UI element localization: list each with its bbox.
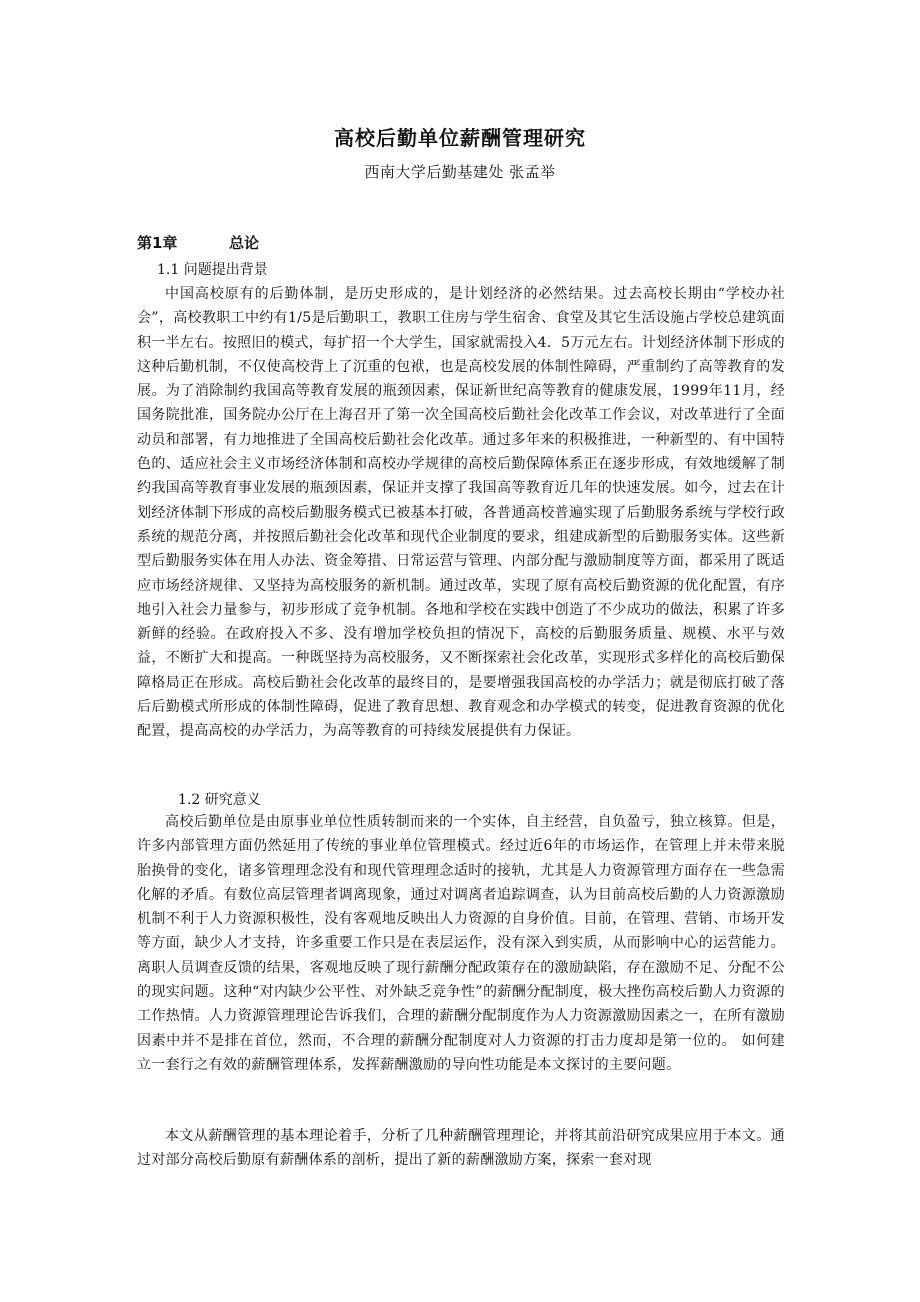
chapter-heading	[137, 232, 259, 253]
paragraph-approach: 本文从薪酬管理的基本理论着手，分析了几种薪酬管理理论，并将其前沿研究成果应用于本文。通过对部分高校后勤原有薪酬体系的剖析，提出了新的薪酬激励方案，探索一套对现	[137, 1128, 785, 1169]
section-heading-1-1: 1.1 问题提出背景	[157, 262, 268, 278]
paragraph-background: 中国高校原有的后勤体制，是历史形成的，是计划经济的必然结果。过去高校长期由“学校办社会”，高校教职工中约有1/5是后勤职工，教职工住房与学生宿舍、食堂及其它生活设施占学校总建筑面积一半左右。按照旧的模式，每扩招一个大学生，国家就需投入4．5万元左右。计划经济体制下形成的这种后勤机制，不仅使高校背上了沉重的包袱，也是高校发展的体制性障碍，严重制约了高等教育的发展。为了消除制约我国高等教育发展的瓶颈因素，保证新世纪高等教育的健康发展，1999年11月，经国务院批准，国务院办公厅在上海召开了第一次全国高校后勤社会化改革工作会议，对改革进行了全面动员和部署，有力地推进了全国高校后勤社会化改革。通过多年来的积极推进，一种新型的、有中国特色的、适应社会主义市场经济体制和高校办学规律的高校后勤保障体系正在逐步形成，有效地缓解了制约我国高等教育事业发展的瓶颈因素，保证并支撑了我国高等教育近几年的快速发展。如今，过去在计划经济体制下形成的高校后勤服务模式已被基本打破，各普通高校普遍实现了后勤服务系统与学校行政系统的规范分离，并按照后勤社会化改革和现代企业制度的要求，组建成新型的后勤服务实体。这些新型后勤服务实体在用人办法、资金筹措、日常运营与管理、内部分配与激励制度等方面，都采用了既适应市场经济规律、又坚持为高校服务的新机制。通过改革，实现了原有高校后勤资源的优化配置，有序地引入社会力量参与，初步形成了竞争机制。各地和学校在实践中创造了不少成功的做法，积累了许多新鲜的经验。在政府投入不多、没有增加学校负担的情况下，高校的后勤服务质量、规模、水平与效益，不断扩大和提高。一种既坚持为高校服务，又不断探索社会化改革，实现形式多样化的高校后勤保障格局正在形成。高校后勤社会化改革的最终目的，是要增强我国高校的办学活力；就是彻底打破了落后后勤模式所形成的体制性障碍，促进了教育思想、教育观念和办学模式的转变，促进教育资源的优化配置，提高高校的办学活力，为高等教育的可持续发展提供有力保证。	[137, 286, 785, 740]
chapter-title: 总论	[229, 234, 260, 252]
document-title: 高校后勤单位薪酬管理研究	[334, 126, 586, 150]
paragraph-significance: 高校后勤单位是由原事业单位性质转制而来的一个实体，自主经营，自负盈亏，独立核算。但是，许多内部管理方面仍然延用了传统的事业单位管理模式。经过近6年的市场运作，在管理上并未带来脱胎换骨的变化，诸多管理理念没有和现代管理理念适时的接轨，尤其是人力资源管理方面存在一些急需化解的矛盾。有数位高层管理者调离现象，通过对调离者追踪调查，认为目前高校后勤的人力资源激励机制不利于人力资源积极性，没有客观地反映出人力资源的自身价值。目前，在管理、营销、市场开发等方面，缺少人才支持，许多重要工作只是在表层运作，没有深入到实质，从而影响中心的运营能力。离职人员调查反馈的结果，客观地反映了现行薪酬分配政策存在的激励缺陷，存在激励不足、分配不公的现实问题。这种“对内缺少公平性、对外缺乏竞争性”的薪酬分配制度，极大挫伤高校后勤人力资源的工作热情。人力资源管理理论告诉我们，合理的薪酬分配制度作为人力资源激励因素之一，在所有激励因素中并不是排在首位，然而，不合理的薪酬分配制度对人力资源的打击力度却是第一位的。 如何建立一套行之有效的薪酬管理体系，发挥薪酬激励的导向性功能是本文探讨的主要问题。	[137, 814, 785, 1073]
section-heading-1-2: 1.2 研究意义	[178, 792, 261, 808]
document-author: 西南大学后勤基建处 张孟举	[364, 163, 556, 181]
chapter-number: 第1章	[137, 234, 178, 252]
